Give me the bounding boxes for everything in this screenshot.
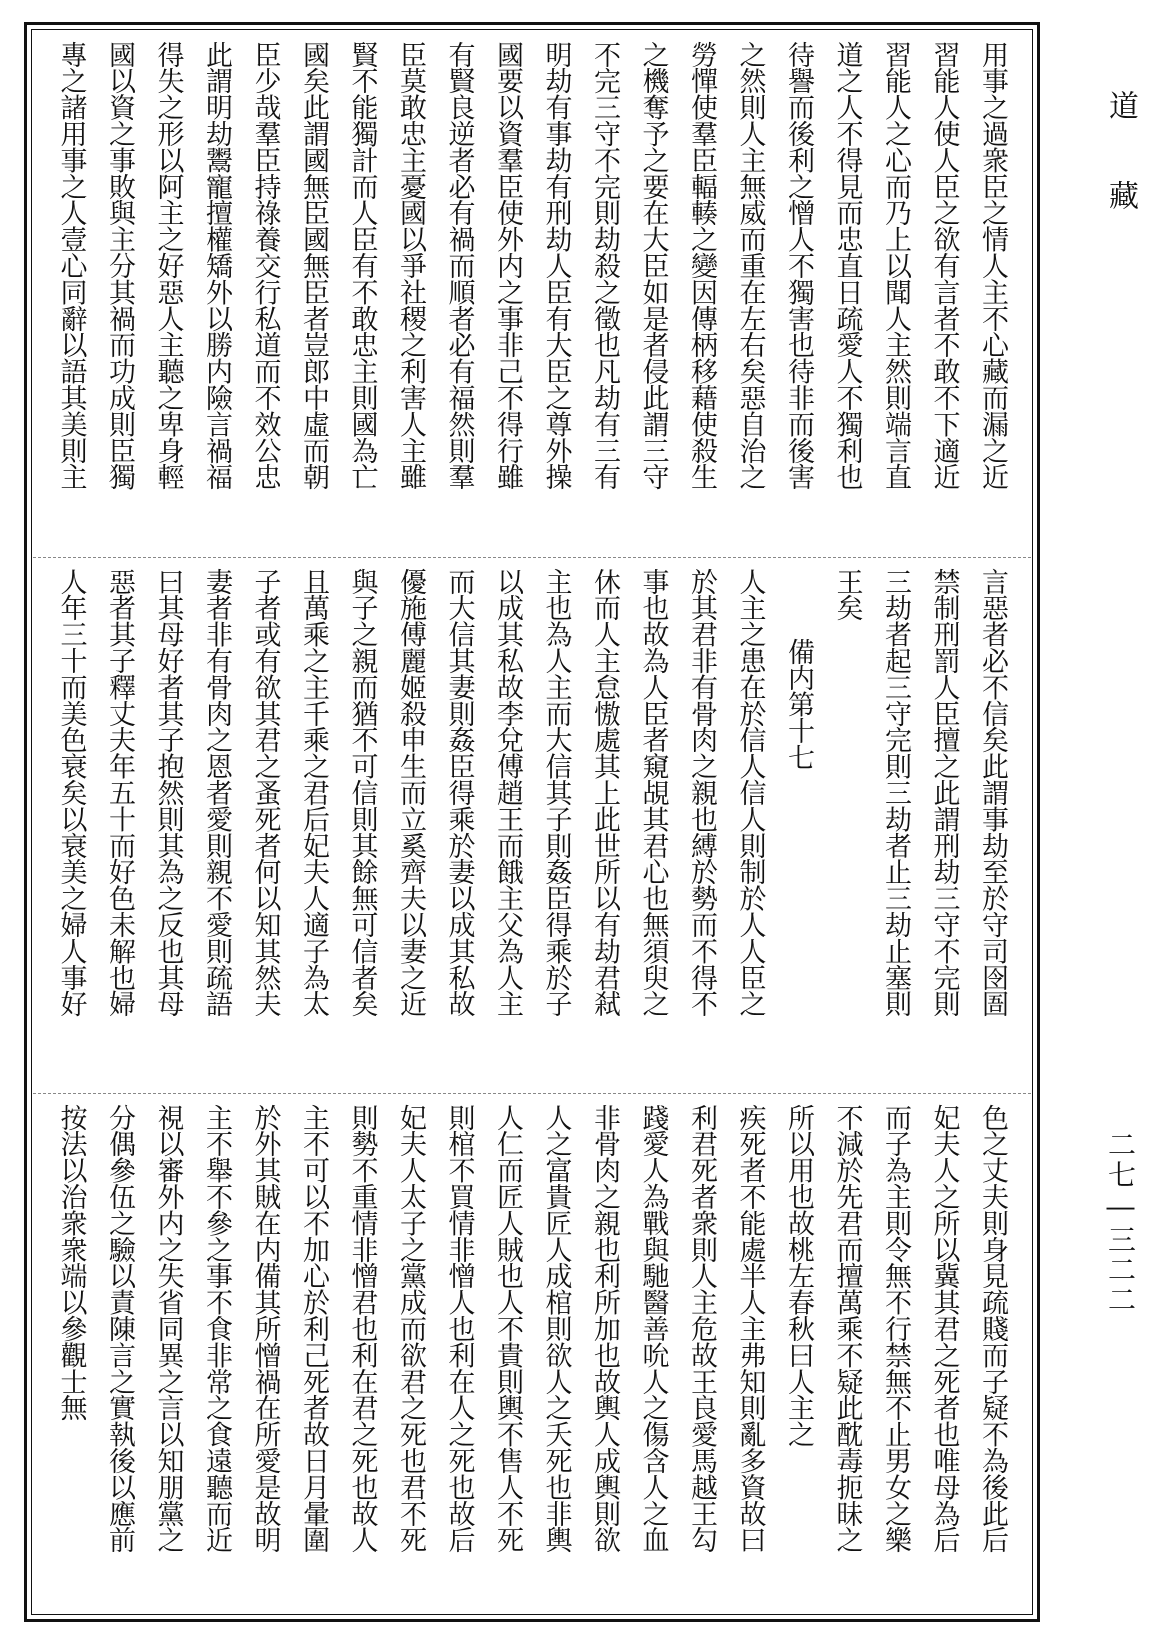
page-number: 二七―三二二 [1104,1130,1137,1315]
text-column: 國以資之事敗與主分其禍而功成則臣獨 [104,41,135,490]
text-column: 禁制刑罰人臣擅之此謂刑劫三守不完則 [928,568,960,1017]
text-column: 有賢良逆者必有禍而順者必有福然則羣 [443,41,475,490]
text-column: 疾死者不能處半人主弗知則亂多資故曰 [734,1104,766,1553]
text-column: 利君死者衆則人主危故王良愛馬越王勾 [686,1104,717,1553]
text-column: 明劫有事劫有刑劫人臣有大臣之尊外操 [540,41,572,490]
text-column: 三劫者起三守完則三劫者止三劫止塞則 [880,568,911,1017]
text-column: 主也為人主而大信其子則姦臣得乘於子 [540,568,572,1017]
text-column: 王矣 [831,568,863,621]
register-top [33,31,1031,551]
text-column: 非骨肉之親也利所加也故輿人成輿則欲 [589,1104,620,1553]
text-column: 以成其私故李兌傅趙王而餓主父為人主 [492,568,523,1017]
text-column: 分偶參伍之驗以責陳言之實執後以應前 [104,1104,135,1553]
text-column: 所以用也故桃左春秋曰人主之 [783,1104,814,1448]
text-column: 此謂明劫鬻寵擅權矯外以勝内險言禍福 [201,41,232,490]
text-column: 妻者非有骨肉之恩者愛則親不愛則疏語 [201,568,232,1017]
text-column: 色之丈夫則身見疏賤而子疑不為後此后 [977,1104,1008,1553]
text-column: 待譽而後利之憎人不獨害也待非而後害 [783,41,814,490]
text-column: 而大信其妻則姦臣得乘於妻以成其私故 [443,568,475,1017]
text-column: 賢不能獨計而人臣有不敢忠主則國為亡 [346,41,378,490]
text-column: 則勢不重情非憎君也利在君之死也故人 [346,1104,378,1553]
text-column: 妃夫人之所以冀其君之死者也唯母為后 [928,1104,960,1553]
collection-title: 道藏 [1103,90,1138,270]
text-column: 人之富貴匠人成棺則欲人之夭死也非輿 [540,1104,572,1553]
text-column: 主不舉不參之事不食非常之食遠聽而近 [201,1104,232,1553]
text-column: 踐愛人為戰與馳醫善吮人之傷含人之血 [637,1104,669,1553]
text-column: 優施傅麗姬殺申生而立奚齊夫以妻之近 [395,568,426,1017]
text-column: 臣莫敢忠主憂國以爭社稷之利害人主雖 [395,41,426,490]
text-column: 曰其母好者其子抱然則其為之反也其母 [152,568,184,1017]
text-column: 子者或有欲其君之蚤死者何以知其然夫 [249,568,281,1017]
text-column: 習能人使人臣之欲有言者不敢不下適近 [928,41,960,490]
text-column: 不完三守不完則劫殺之徵也凡劫有三有 [589,41,620,490]
text-column: 妃夫人太子之黨成而欲君之死也君不死 [395,1104,426,1553]
text-column: 勞憚使羣臣輻輳之變因傳柄移藉使殺生 [686,41,717,490]
text-column: 用事之過衆臣之情人主不心藏而漏之近 [977,41,1008,490]
text-column: 且萬乘之主千乘之君后妃夫人適子為太 [298,568,329,1017]
text-column: 於其君非有骨肉之親也縛於勢而不得不 [686,568,717,1017]
text-column: 與子之親而猶不可信則其餘無可信者矣 [346,568,378,1017]
text-column: 專之諸用事之人壹心同辭以語其美則主 [55,41,87,490]
text-column: 國矣此謂國無臣國無臣者豈郎中虛而朝 [298,41,329,490]
text-column: 之機奪予之要在大臣如是者侵此謂三守 [637,41,669,490]
register-bottom [33,1093,1031,1617]
text-column: 之然則人主無威而重在左右矣惡自治之 [734,41,766,490]
text-column: 言惡者必不信矣此謂事劫至於守司囹圄 [977,568,1008,1017]
text-column: 事也故為人臣者窺覘其君心也無須臾之 [637,568,669,1017]
text-column: 按法以治衆衆端以參觀士無 [55,1104,87,1421]
text-column: 則棺不買情非憎人也利在人之死也故后 [443,1104,475,1553]
chapter-heading: 備内第十七 [783,638,814,771]
text-column: 臣少哉羣臣持祿養交行私道而不效公忠 [249,41,281,490]
text-column: 不減於先君而擅萬乘不疑此酖毒扼昧之 [831,1104,863,1553]
text-column: 人仁而匠人賊也人不貴則輿不售人不死 [492,1104,523,1553]
text-column: 人年三十而美色衰矣以衰美之婦人事好 [55,568,87,1017]
text-column: 道之人不得見而忠直日疏愛人不獨利也 [831,41,863,490]
text-column: 惡者其子釋丈夫年五十而好色未解也婦 [104,568,135,1017]
text-column: 國要以資羣臣使外内之事非己不得行雖 [492,41,523,490]
text-column: 習能人之心而乃上以聞人主然則端言直 [880,41,911,490]
register-middle [33,557,1031,1087]
text-column: 得失之形以阿主之好惡人主聽之卑身輕 [152,41,184,490]
text-column: 主不可以不加心於利己死者故日月暈圍 [298,1104,329,1553]
text-column: 人主之患在於信人信人則制於人人臣之 [734,568,766,1017]
text-column: 於外其賊在内備其所憎禍在所愛是故明 [249,1104,281,1553]
text-page [24,22,1040,1622]
text-column: 而子為主則令無不行禁無不止男女之樂 [880,1104,911,1553]
text-column: 休而人主怠慠處其上此世所以有劫君弒 [589,568,620,1017]
text-column: 視以審外内之失省同異之言以知朋黨之 [152,1104,184,1553]
